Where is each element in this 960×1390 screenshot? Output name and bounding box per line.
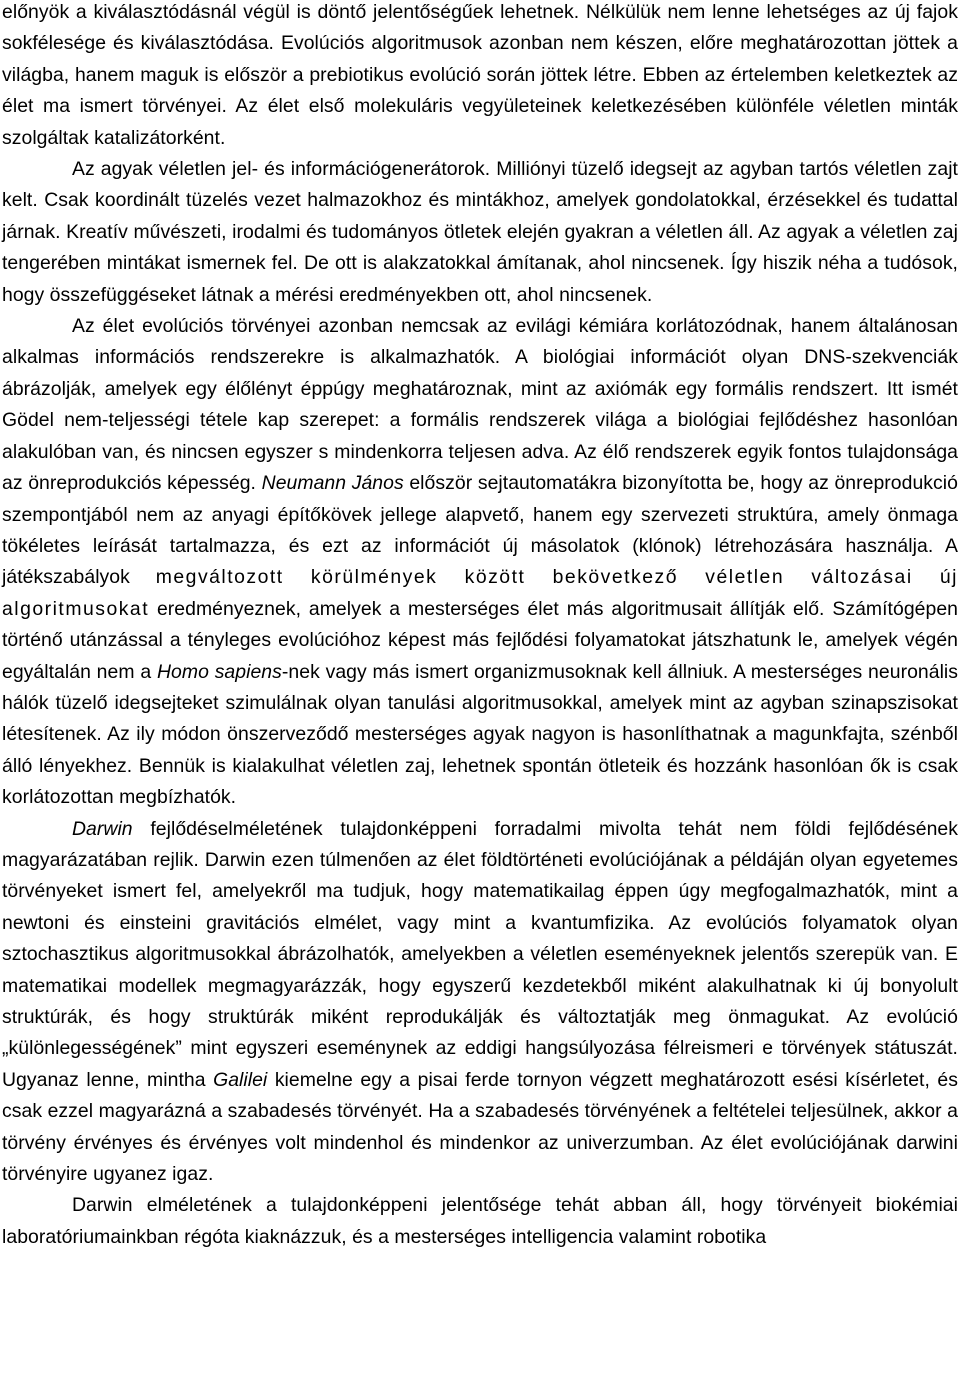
paragraph-2-part-d: -nek vagy más ismert organizmusoknak kell állniuk. A mesterséges neuronális hálók tüzelő idegsejteket szimulálnak olyan tanulási algoritmusokkal, amelyek mint az agyban szinapszisokat létesítenek. Az ily módon önszerveződő mesterséges agyak nagyon is hasonlíthatnak a magunkfajta, szénből álló lényekhez. Bennük is kialakulhat véletlen zaj, lehetnek spontán ötleteik és hozzánk hasonlóan ők is csak korlátozottan megbízhatók. [2,660,959,809]
paragraph-2 [2,311,958,814]
paragraph-2-part-c: eredményeznek, amelyek a mesterséges élet más algoritmusait állítják elő. Számítógépen történő utánzással a tényleges evolúcióhoz képest más fejlődési folyamatokat játszhatunk le, amelyek végén egyáltalán nem a [2,597,958,683]
paragraph-2-spaced-line: megváltozott körülmények között bekövetkező véletlen változásai új algoritmusokat [2,566,958,620]
paragraph-2-part-b: először sejtautomatákra bizonyította be, hogy az önreprodukció szempontjából nem az anyagi építőkövek jellege alapvető, hanem egy szervezeti struktúra, amely önmaga tökéletes leírását tartalmazza, és ezt az információt új másolatok (klónok) létrehozására használja. A játékszabályok [2,472,958,589]
paragraph-1-sentence-1: előnyök a kiválasztódásnál végül is döntő jelentőségűek lehetnek. Nélkülük nem lenne lehetséges az új fajok sokfélesége és kiválasztódása. Evolúciós algoritmusok azonban nem készen, előre meghatározottan jöttek a világba, hanem maguk is először a prebiotikus evolúció során jöttek létre. Ebben az értelemben keletkeztek az élet ma ismert törvényei. Az élet első molekuláris vegyületeinek keletkezésében különféle véletlen minták szolgáltak katalizátorként. [2,1,958,149]
name-darwin: Darwin [72,817,133,840]
paragraph-1 [2,0,958,311]
paragraph-3 [2,814,958,1191]
paragraph-1-sentence-2 [2,158,958,306]
paragraph-1-sentence-2-text: Az agyak véletlen jel- és információgenerátorok. Milliónyi tüzelő idegsejt az agyban tartós véletlen zajt kelt. Csak koordinált tüzelés vezet halmazokhoz és mintákhoz, amelyek gondolatokkal, érzésekkel és tudattal járnak. Kreatív művészeti, irodalmi és tudományos ötletek elején gyakran a véletlen áll. Az agyak a véletlen zaj tengerében mintákat ismernek fel. De ott is alakzatokkal ámítanak, ahol nincsenek. Így hiszik néha a tudósok, hogy összefüggéseket látnak a mérési eredményekben ott, ahol nincsenek. [2,158,958,306]
name-galilei: Galilei [213,1068,268,1091]
paragraph-3-part-b: kiemelne egy a pisai ferde tornyon végzett meghatározott esési kísérletet, és csak ezzel magyarázná a szabadesés törvényét. Ha a szabadesés törvényének a feltételei teljesülnek, akkor a törvény érvényes és érvényes volt mindenhol és mindenkor az univerzumban. Az élet evolúciójának darwini törvényire ugyanez igaz. [2,1068,958,1186]
paragraph-2-part-a: Az élet evolúciós törvényei azonban nemcsak az evilági kémiára korlátozódnak, hanem általánosan alkalmas információs rendszerekre is alkalmazhatók. A biológiai információt olyan DNS-szekvenciák ábrázolják, amelyek egy élőlényt éppúgy meghatároznak, mint az axiómák egy formális rendszert. Itt ismét Gödel nem-teljességi tétele kap szerepet: a formális rendszerek világa a biológiai fejlődéshez hasonlóan alakulóban van, és nincsen egyszer s mindenkorra teljesen adva. Az élő rendszerek egyik fontos tulajdonsága az önreprodukciós képesség. [2,315,958,495]
paragraph-3-part-a: fejlődéselméletének tulajdonképpeni forradalmi mivolta tehát nem földi fejlődésének magyarázatában rejlik. Darwin ezen túlmenően az élet földtörténeti evolúciójának a példáján olyan egyetemes törvényeket ismert fel, amelyekről ma tudjuk, hogy matematikailag éppen úgy megfogalmazhatók, mint a newtoni és einsteini gravitációs elmélet, vagy mint a kvantumfizika. Az evolúciós folyamatok olyan sztochasztikus algoritmusokkal ábrázolhatók, amelyekben a véletlen eseményeknek jelentős szerepük van. E matematikai modellek megmagyarázzák, hogy egyszerű kezdetekből miként alakulhatnak ki új bonyolult struktúrák, és hogy struktúrák miként reprodukálják és változtatják meg önmagukat. Az evolúció „különlegességének” mint egyszeri eseménynek az eddigi hangsúlyozása félreismeri e törvények státuszát. Ugyanaz lenne, mintha [2,817,959,1091]
term-homo-sapiens: Homo sapiens [156,660,282,683]
paragraph-4-text: Darwin elméletének a tulajdonképpeni jelentősége tehát abban áll, hogy törvényeit biokémiai laboratóriumainkban régóta kiaknázzuk, és a mesterséges intelligencia valamint robotika [2,1194,958,1248]
name-neumann-janos: Neumann János [261,472,404,495]
paragraph-4 [2,1190,958,1253]
